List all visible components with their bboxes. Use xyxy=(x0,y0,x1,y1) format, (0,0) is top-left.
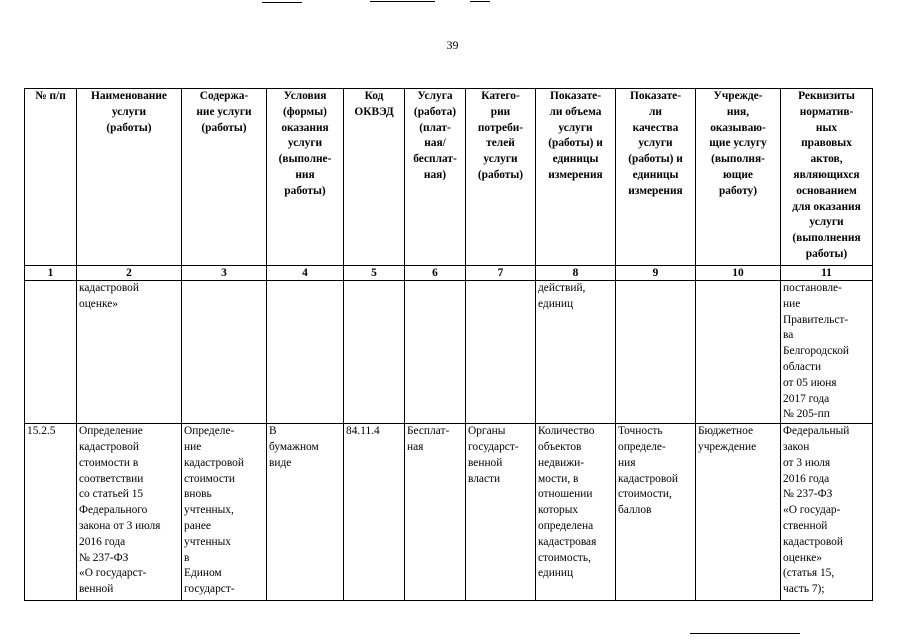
table-cell: Определение кадастровой стоимости в соответствии со статьей 15 Федерального закона от 3 июля 2016 года № 237-ФЗ «О государст- венной xyxy=(77,424,182,601)
column-number: 9 xyxy=(616,266,696,281)
column-header: Показате- ли качества услуги (работы) и единицы измерения xyxy=(616,89,696,266)
column-header: Содержа- ние услуги (работы) xyxy=(182,89,267,266)
column-number: 2 xyxy=(77,266,182,281)
table-cell: Бесплат- ная xyxy=(405,424,466,601)
column-number: 1 xyxy=(25,266,77,281)
scan-artifact-line xyxy=(370,1,435,2)
column-header: Учрежде- ния, оказываю- щие услугу (выполня- ющие работу) xyxy=(696,89,781,266)
column-number: 5 xyxy=(344,266,405,281)
column-header: Реквизиты норматив- ных правовых актов, являющихся основанием для оказания услуги (выполнения работы) xyxy=(781,89,873,266)
table-cell: В бумажном виде xyxy=(267,424,344,601)
table-cell: кадастровой оценке» xyxy=(77,281,182,424)
table-cell xyxy=(696,281,781,424)
column-header: Показате- ли объема услуги (работы) и единицы измерения xyxy=(536,89,616,266)
column-number: 7 xyxy=(466,266,536,281)
table-cell: Количество объектов недвижи- мости, в отношении которых определена кадастровая стоимость, единиц xyxy=(536,424,616,601)
table-cell xyxy=(466,281,536,424)
column-header: Условия (формы) оказания услуги (выполне- ния работы) xyxy=(267,89,344,266)
table-header-row xyxy=(25,89,873,266)
table-cell xyxy=(405,281,466,424)
table-cell: Федеральный закон от 3 июля 2016 года № 237-ФЗ «О государ- ственной кадастровой оценке» (статья 15, часть 7); xyxy=(781,424,873,601)
column-number: 4 xyxy=(267,266,344,281)
column-header: Код ОКВЭД xyxy=(344,89,405,266)
scan-artifact-line xyxy=(690,633,800,634)
table-cell xyxy=(182,281,267,424)
table-cell: постановле- ние Правительст- ва Белгородской области от 05 июня 2017 года № 205-пп xyxy=(781,281,873,424)
column-header: Наименование услуги (работы) xyxy=(77,89,182,266)
table-cell: Бюджетное учреждение xyxy=(696,424,781,601)
column-number: 3 xyxy=(182,266,267,281)
scan-artifact-line xyxy=(470,1,490,2)
column-header: Катего- рии потреби- телей услуги (работы) xyxy=(466,89,536,266)
table-row xyxy=(25,281,873,424)
column-header: Услуга (работа) (плат- ная/ бесплат- ная) xyxy=(405,89,466,266)
scan-artifact-line xyxy=(262,2,302,3)
table-cell: 84.11.4 xyxy=(344,424,405,601)
table-cell xyxy=(267,281,344,424)
column-number: 8 xyxy=(536,266,616,281)
column-numbers-row xyxy=(25,266,873,281)
table-cell xyxy=(344,281,405,424)
services-table xyxy=(24,88,873,601)
table-cell: 15.2.5 xyxy=(25,424,77,601)
table-cell xyxy=(25,281,77,424)
column-number: 10 xyxy=(696,266,781,281)
table-cell: Точность определе- ния кадастровой стоимости, баллов xyxy=(616,424,696,601)
table-cell: Определе- ние кадастровой стоимости вновь учтенных, ранее учтенных в Едином государст- xyxy=(182,424,267,601)
column-number: 11 xyxy=(781,266,873,281)
column-number: 6 xyxy=(405,266,466,281)
table-cell: действий, единиц xyxy=(536,281,616,424)
column-header: № п/п xyxy=(25,89,77,266)
page-number: 39 xyxy=(446,38,459,52)
table-cell xyxy=(616,281,696,424)
table-cell: Органы государст- венной власти xyxy=(466,424,536,601)
table-row xyxy=(25,424,873,601)
